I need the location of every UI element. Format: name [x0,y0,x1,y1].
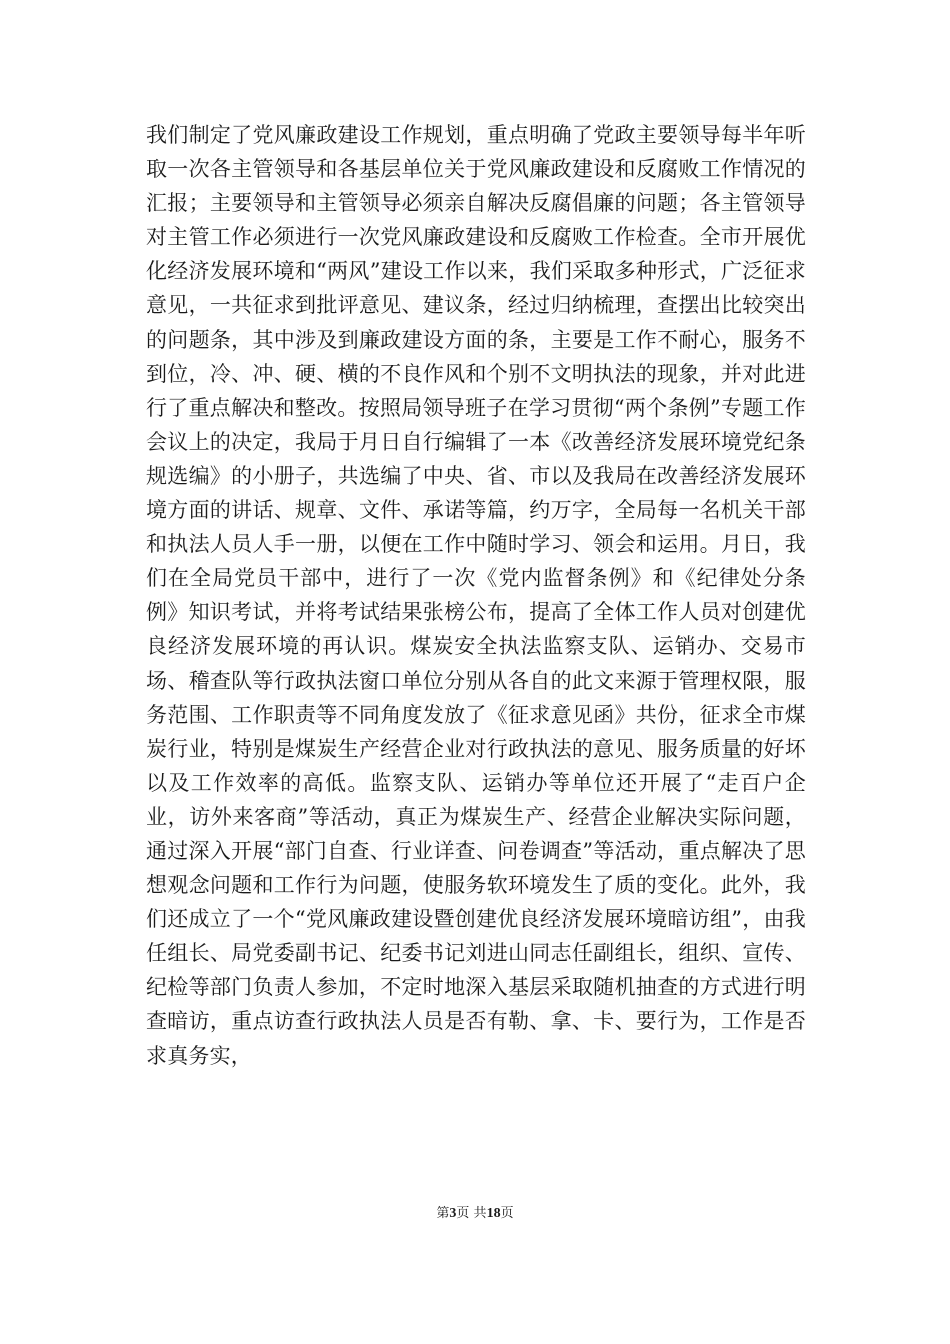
current-page-number: 3 [449,1206,457,1221]
footer-prefix: 第 [436,1206,450,1221]
page-footer [0,1202,950,1222]
footer-suffix: 页 [500,1206,514,1221]
footer-middle: 页 共 [456,1206,487,1221]
body-paragraph: 我们制定了党风廉政建设工作规划，重点明确了党政主要领导每半年听取一次各主管领导和各基层单位关于党风廉政建设和反腐败工作情况的汇报；主要领导和主管领导必须亲自解决反腐倡廉的问题；各主管领导对主管工作必须进行一次党风廉政建设和反腐败工作检查。全市开展优化经济发展环境和“两风”建设工作以来，我们采取多种形式，广泛征求意见，一共征求到批评意见、建议条，经过归纳梳理，查摆出比较突出的问题条，其中涉及到廉政建设方面的条，主要是工作不耐心，服务不到位，冷、冲、硬、横的不良作风和个别不文明执法的现象，并对此进行了重点解决和整改。按照局领导班子在学习贯彻“两个条例”专题工作会议上的决定，我局于月日自行编辑了一本《改善经济发展环境党纪条规选编》的小册子，共选编了中央、省、市以及我局在改善经济发展环境方面的讲话、规章、文件、承诺等篇，约万字，全局每一名机关干部和执法人员人手一册，以便在工作中随时学习、领会和运用。月日，我们在全局党员干部中，进行了一次《党内监督条例》和《纪律处分条例》知识考试，并将考试结果张榜公布，提高了全体工作人员对创建优良经济发展环境的再认识。煤炭安全执法监察支队、运销办、交易市场、稽查队等行政执法窗口单位分别从各自的此文来源于管理权限，服务范围、工作职责等不同角度发放了《征求意见函》共份，征求全市煤炭行业，特别是煤炭生产经营企业对行政执法的意见、服务质量的好坏以及工作效率的高低。监察支队、运销办等单位还开展了“走百户企业，访外来客商”等活动，真正为煤炭生产、经营企业解决实际问题，通过深入开展“部门自查、行业详查、问卷调查”等活动，重点解决了思想观念问题和工作行为问题，使服务软环境发生了质的变化。此外，我们还成立了一个“党风廉政建设暨创建优良经济发展环境暗访组”，由我任组长、局党委副书记、纪委书记刘进山同志任副组长，组织、宣传、纪检等部门负责人参加，不定时地深入基层采取随机抽查的方式进行明查暗访，重点访查行政执法人员是否有勒、拿、卡、要行为，工作是否求真务实， [146,123,806,1068]
total-pages-number: 18 [486,1206,501,1221]
